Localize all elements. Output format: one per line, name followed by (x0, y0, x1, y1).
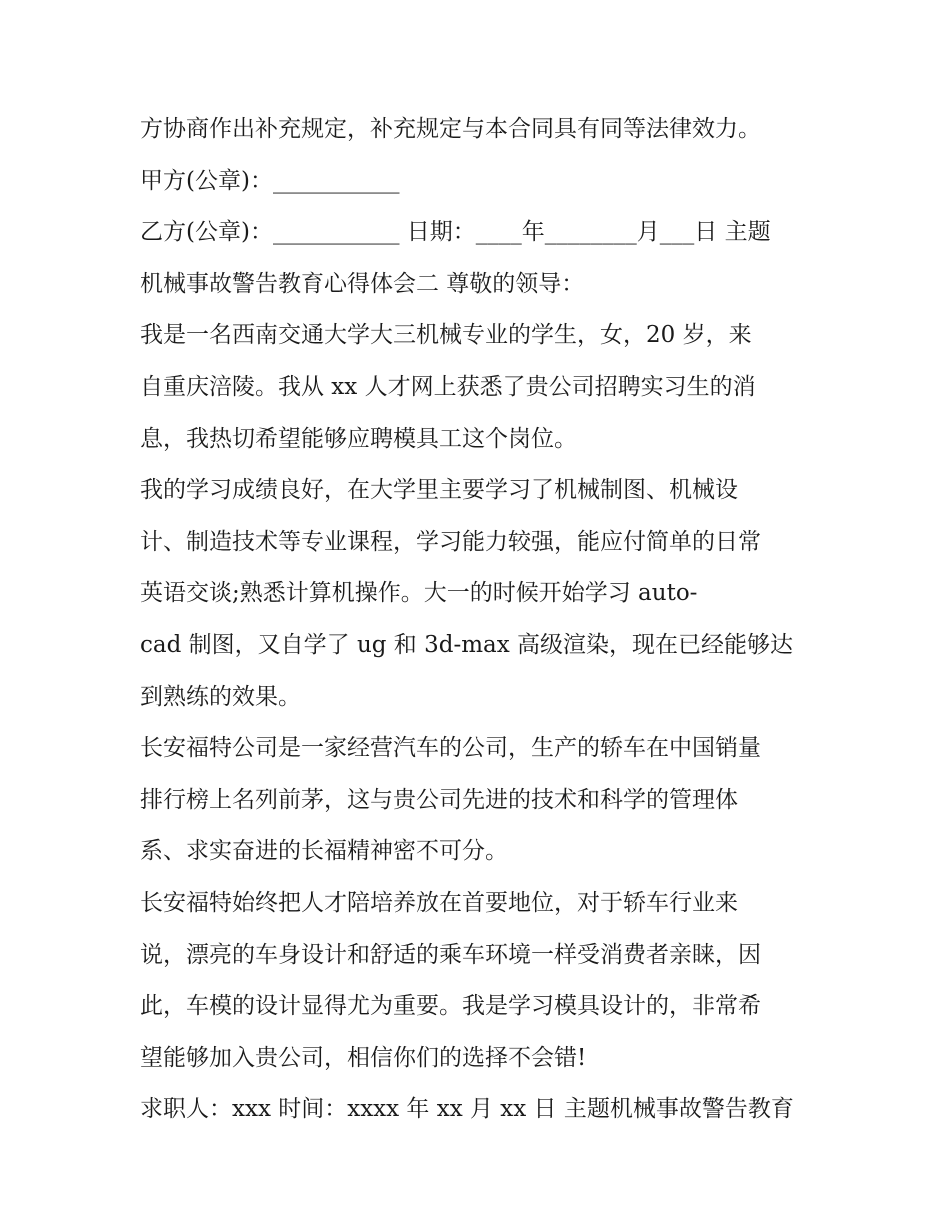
text-line: 自重庆涪陵。我从 xx 人才网上获悉了贵公司招聘实习生的消 (140, 373, 756, 400)
text-line: 此，车模的设计显得尤为重要。我是学习模具设计的，非常希 (140, 993, 761, 1020)
text-line: cad 制图，又自学了 ug 和 3d-max 高级渲染，现在已经能够达 (140, 631, 794, 658)
text-line: 方协商作出补充规定，补充规定与本合同具有同等法律效力。 (140, 116, 761, 142)
text-line: 我是一名西南交通大学大三机械专业的学生，女，20 岁，来 (140, 322, 752, 349)
text-line: 长安福特公司是一家经营汽车的公司，生产的轿车在中国销量 (140, 735, 761, 762)
text-line: 长安福特始终把人才陪培养放在首要地位，对于轿车行业来 (140, 889, 738, 916)
text-line: 甲方(公章)：___________ (140, 167, 400, 194)
text-line: 机械事故警告教育心得体会二 尊敬的领导： (140, 270, 585, 297)
text-line: 排行榜上名列前茅，这与贵公司先进的技术和科学的管理体 (140, 786, 738, 813)
text-line: 息，我热切希望能够应聘模具工这个岗位。 (140, 425, 577, 452)
text-line: 乙方(公章)：___________ 日期：____年________月___日 主题 (140, 219, 771, 246)
text-line: 望能够加入贵公司，相信你们的选择不会错! (140, 1044, 587, 1071)
text-line: 说，漂亮的车身设计和舒适的乘车环境一样受消费者亲睐，因 (140, 941, 761, 968)
text-line: 我的学习成绩良好，在大学里主要学习了机械制图、机械设 (140, 477, 738, 504)
text-line: 求职人：xxx 时间：xxxx 年 xx 月 xx 日 主题机械事故警告教育 (140, 1096, 794, 1123)
text-line: 计、制造技术等专业课程，学习能力较强，能应付简单的日常 (140, 528, 761, 555)
document-body (140, 104, 830, 1136)
text-line: 系、求实奋进的长福精神密不可分。 (140, 838, 508, 865)
text-line: 到熟练的效果。 (140, 683, 301, 710)
text-line: 英语交谈;熟悉计算机操作。大一的时候开始学习 auto- (140, 580, 698, 607)
